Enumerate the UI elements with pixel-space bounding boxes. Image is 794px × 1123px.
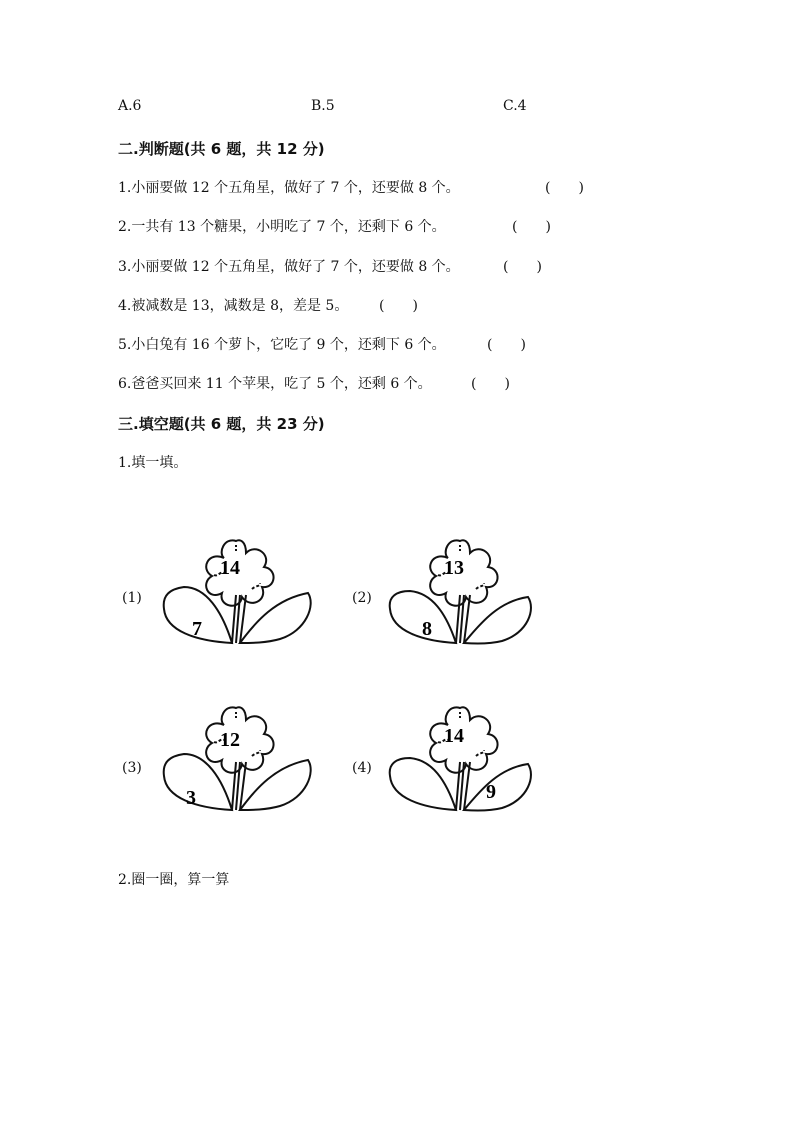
judge-question-4: 4.被减数是 13，减数是 8，差是 5。 — [118, 298, 349, 314]
option-b: B.5 — [311, 98, 335, 114]
flower-label-1: (1) — [122, 590, 142, 606]
flower-1-leaf-number: 7 — [192, 618, 202, 640]
option-a: A.6 — [118, 98, 142, 114]
answer-bracket-2[interactable]: ( ) — [512, 219, 551, 235]
fill-question-2: 2.圈一圈，算一算 — [118, 872, 230, 888]
judge-question-6: 6.爸爸买回来 11 个苹果，吃了 5 个，还剩 6 个。 — [118, 376, 432, 392]
flower-2-icon — [386, 531, 551, 661]
judge-question-3: 3.小丽要做 12 个五角星，做好了 7 个，还要做 8 个。 — [118, 259, 460, 275]
answer-bracket-1[interactable]: ( ) — [545, 180, 584, 196]
flower-figure-1 — [156, 531, 316, 665]
judge-question-5: 5.小白兔有 16 个萝卜，它吃了 9 个，还剩下 6 个。 — [118, 337, 446, 353]
flower-figure-4 — [386, 698, 546, 832]
fill-question-1: 1.填一填。 — [118, 455, 188, 471]
flower-label-3: (3) — [122, 760, 142, 776]
flower-3-top-number: 12 — [220, 729, 240, 751]
flower-figure-3 — [156, 698, 316, 832]
option-c: C.4 — [503, 98, 527, 114]
answer-bracket-6[interactable]: ( ) — [471, 376, 510, 392]
flower-1-icon — [156, 531, 316, 661]
flower-4-leaf-number: 9 — [486, 781, 496, 803]
section2-heading: 二.判断题(共 6 题，共 12 分) — [118, 140, 325, 158]
answer-bracket-4[interactable]: ( ) — [379, 298, 418, 314]
flower-3-icon — [156, 698, 316, 828]
judge-question-2: 2.一共有 13 个糖果，小明吃了 7 个，还剩下 6 个。 — [118, 219, 446, 235]
flower-figure-2 — [386, 531, 551, 665]
answer-bracket-3[interactable]: ( ) — [503, 259, 542, 275]
flower-2-leaf-number: 8 — [422, 618, 432, 640]
flower-label-2: (2) — [352, 590, 372, 606]
judge-question-1: 1.小丽要做 12 个五角星，做好了 7 个，还要做 8 个。 — [118, 180, 460, 196]
flower-label-4: (4) — [352, 760, 372, 776]
answer-bracket-5[interactable]: ( ) — [487, 337, 526, 353]
flower-4-top-number: 14 — [444, 725, 464, 747]
flower-1-top-number: 14 — [220, 557, 240, 579]
flower-4-icon — [386, 698, 546, 828]
flower-3-leaf-number: 3 — [186, 787, 196, 809]
flower-2-top-number: 13 — [444, 557, 464, 579]
section3-heading: 三.填空题(共 6 题，共 23 分) — [118, 415, 325, 433]
